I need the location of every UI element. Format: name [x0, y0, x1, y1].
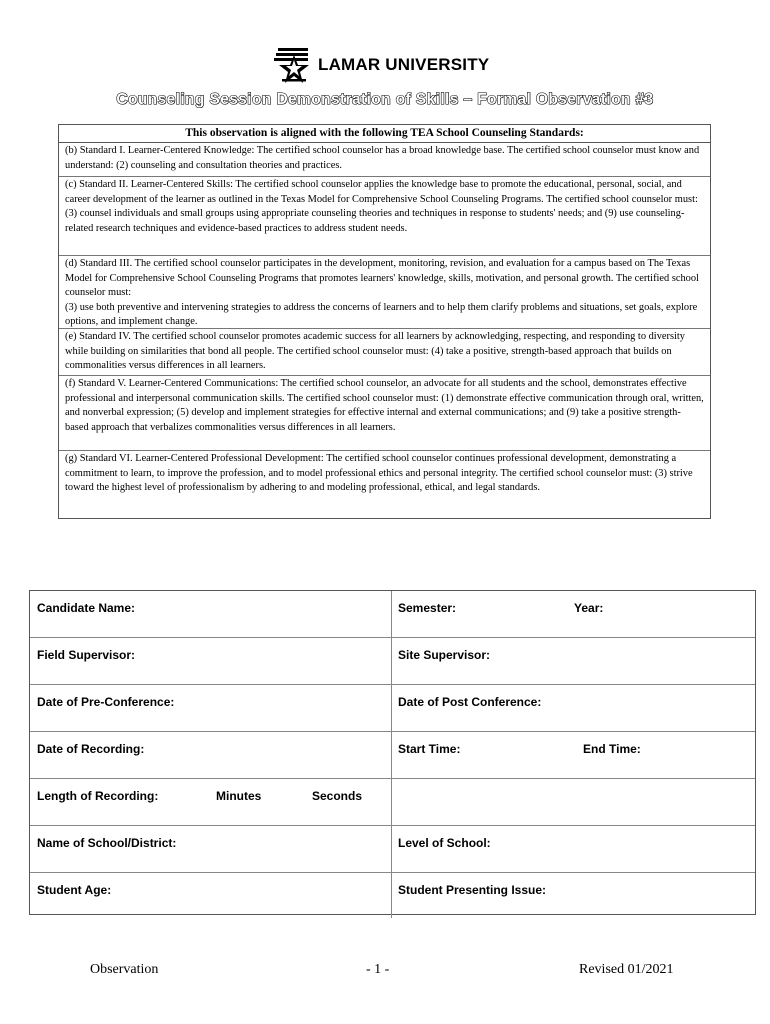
document-title: Counseling Session Demonstration of Skills – Formal Observation #3: [116, 91, 654, 108]
footer-revision: Revised 01/2021: [579, 962, 674, 977]
school-level-field[interactable]: Level of School:: [398, 836, 491, 850]
table-row: [30, 638, 755, 685]
page-header: [0, 42, 770, 90]
standard-f: (f) Standard V. Learner-Centered Communications: The certified school counselor, an advocate for all students and the school, demonstrates effective professional and interpersonal communication skills. The certified school counselor must: (1) demonstrate effective communication through oral, written, and nonverbal expression; (5) develop and implement strategies for effective internal and external communications; and (9) take a positive strength-based approach that verbalizes commonalities versus differences in all learners.: [59, 376, 710, 451]
field-supervisor-field[interactable]: Field Supervisor:: [37, 648, 136, 662]
standard-b: (b) Standard I. Learner-Centered Knowledge: The certified school counselor has a broad knowledge base. The certified school counselor must know and understand: (2) counseling and consultation theories and practices.: [59, 143, 710, 177]
university-name: LAMAR UNIVERSITY: [318, 55, 490, 74]
table-row: [30, 591, 755, 638]
student-age-field[interactable]: Student Age:: [37, 883, 112, 897]
page-number: - 1 -: [366, 962, 390, 977]
table-row: [30, 779, 755, 826]
standard-c: (c) Standard II. Learner-Centered Skills: The certified school counselor applies the knowledge base to promote the educational, personal, social, and career development of the learner as outlined in the Texas Model for Comprehensive School Counseling Programs. The certified school counselor must: (3) counsel individuals and small groups using appropriate counseling theories and techniques in response to students' needs; and (9) use counseling-related research techniques and evidence-based practices to address student needs.: [59, 177, 710, 256]
standard-d: (d) Standard III. The certified school counselor participates in the development, monitoring, revision, and evaluation for a campus based on The Texas Model for Comprehensive School Counseling Programs that promotes learners' knowledge, skills, motivation, and personal growth. The certified school counselor must: (3) use both preventive and intervening strategies to address the concerns of learners and to help them clarify problems and situations, set goals, explore options, and implement change.: [59, 256, 710, 329]
standard-e: (e) Standard IV. The certified school counselor promotes academic success for all learners by acknowledging, respecting, and responding to diversity while building on similarities that bond all people. The certified school counselor must: (4) take a positive, strength-based approach that builds on commonalities versus differences in all learners.: [59, 329, 710, 376]
recording-date-field[interactable]: Date of Recording:: [37, 742, 145, 756]
footer-left: Observation: [90, 962, 159, 977]
seconds-label: Seconds: [312, 789, 363, 803]
post-conference-date-field[interactable]: Date of Post Conference:: [398, 695, 542, 709]
minutes-label: Minutes: [216, 789, 262, 803]
school-district-field[interactable]: Name of School/District:: [37, 836, 177, 850]
candidate-name-field[interactable]: Candidate Name:: [37, 601, 136, 615]
standards-heading: This observation is aligned with the following TEA School Counseling Standards:: [59, 125, 710, 143]
year-field[interactable]: Year:: [574, 601, 604, 615]
candidate-info-table: [29, 590, 756, 915]
lamar-star-logo-icon: [272, 46, 316, 86]
table-row: [30, 685, 755, 732]
end-time-field[interactable]: End Time:: [583, 742, 641, 756]
presenting-issue-field[interactable]: Student Presenting Issue:: [398, 883, 547, 897]
start-time-field[interactable]: Start Time:: [398, 742, 461, 756]
table-row: [30, 826, 755, 873]
pre-conference-date-field[interactable]: Date of Pre-Conference:: [37, 695, 175, 709]
standard-g: (g) Standard VI. Learner-Centered Professional Development: The certified school counselor continues professional development, demonstrating a commitment to learn, to improve the profession, and to model professional ethics and personal integrity. The certified school counselor must: (3) strive toward the highest level of professionalism by adhering to and modeling professional, ethical, and legal standards.: [65, 453, 693, 494]
recording-length-field[interactable]: Length of Recording:: [37, 789, 159, 803]
site-supervisor-field[interactable]: Site Supervisor:: [398, 648, 491, 662]
standards-box: [58, 124, 711, 519]
table-row: [30, 873, 755, 918]
table-row: [30, 732, 755, 779]
semester-field[interactable]: Semester:: [398, 601, 457, 615]
